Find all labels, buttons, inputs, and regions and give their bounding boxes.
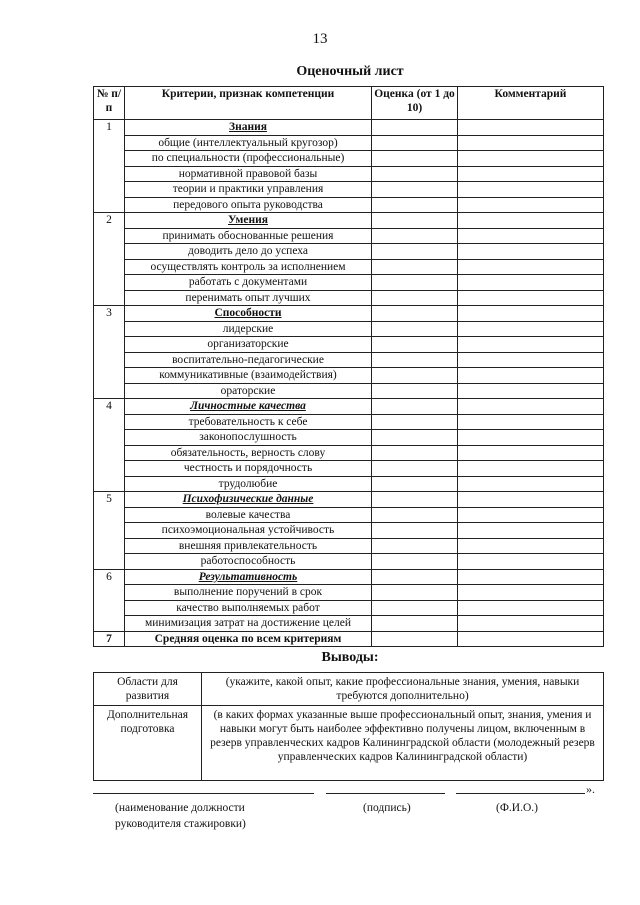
comment-cell[interactable] [458,585,604,601]
conclusions-table [93,672,604,781]
score-cell[interactable] [372,166,458,182]
criterion-label: общие (интеллектуальный кругозор) [125,135,372,151]
table-row [94,321,604,337]
criterion-label: теории и практики управления [125,182,372,198]
score-cell[interactable] [372,182,458,198]
table-row [94,352,604,368]
comment-cell[interactable] [458,135,604,151]
score-cell[interactable] [372,244,458,260]
comment-cell[interactable] [458,430,604,446]
page-number: 13 [312,31,328,47]
table-row [94,554,604,570]
comment-cell[interactable] [458,290,604,306]
criterion-label: честность и порядочность [125,461,372,477]
group-title: Личностные качества [125,399,372,415]
row-number: 7 [94,631,125,647]
score-cell[interactable] [372,306,458,322]
header-score: Оценка (от 1 до 10) [372,87,458,120]
conclusions-label: Дополнительная подготовка [94,706,202,781]
criterion-label: коммуникативные (взаимодействия) [125,368,372,384]
score-cell[interactable] [372,151,458,167]
table-row [94,337,604,353]
total-row [94,631,604,647]
comment-cell[interactable] [458,352,604,368]
comment-cell[interactable] [458,523,604,539]
criterion-label: принимать обоснованные решения [125,228,372,244]
score-cell[interactable] [372,600,458,616]
criterion-label: нормативной правовой базы [125,166,372,182]
comment-cell[interactable] [458,399,604,415]
group-title: Психофизические данные [125,492,372,508]
table-row [94,166,604,182]
score-cell[interactable] [372,523,458,539]
criterion-label: внешняя привлекательность [125,538,372,554]
row-number: 3 [94,306,125,399]
score-cell[interactable] [372,368,458,384]
comment-cell[interactable] [458,228,604,244]
comment-cell[interactable] [458,461,604,477]
comment-cell[interactable] [458,337,604,353]
header-criteria: Критерии, признак компетенции [125,87,372,120]
criterion-label: передового опыта руководства [125,197,372,213]
group-title: Знания [125,120,372,136]
position-signature-line [93,793,314,794]
row-number: 5 [94,492,125,570]
table-group-row [94,492,604,508]
table-group-row [94,399,604,415]
comment-cell[interactable] [458,166,604,182]
score-cell[interactable] [372,197,458,213]
table-group-row [94,306,604,322]
score-cell[interactable] [372,585,458,601]
criterion-label: ораторские [125,383,372,399]
score-cell[interactable] [372,430,458,446]
score-cell[interactable] [372,492,458,508]
comment-cell[interactable] [458,507,604,523]
comment-cell[interactable] [458,306,604,322]
score-cell[interactable] [372,631,458,647]
table-group-row [94,569,604,585]
table-row [94,135,604,151]
criterion-label: законопослушность [125,430,372,446]
table-row [94,523,604,539]
header-num: № п/п [94,87,125,120]
table-row [94,538,604,554]
table-group-row [94,120,604,136]
comment-cell[interactable] [458,554,604,570]
conclusions-row [94,673,604,706]
table-row [94,244,604,260]
comment-cell[interactable] [458,213,604,229]
criterion-label: доводить дело до успеха [125,244,372,260]
score-cell[interactable] [372,228,458,244]
table-header-row [94,87,604,120]
table-row [94,600,604,616]
comment-cell[interactable] [458,631,604,647]
score-cell[interactable] [372,290,458,306]
score-cell[interactable] [372,259,458,275]
criterion-label: волевые качества [125,507,372,523]
table-row [94,290,604,306]
table-row [94,383,604,399]
comment-cell[interactable] [458,445,604,461]
criterion-label: осуществлять контроль за исполнением [125,259,372,275]
comment-cell[interactable] [458,275,604,291]
criterion-label: работать с документами [125,275,372,291]
table-row [94,445,604,461]
sign-label: (подпись) [363,802,411,814]
table-row [94,414,604,430]
comment-cell[interactable] [458,120,604,136]
criterion-label: качество выполняемых работ [125,600,372,616]
position-label: (наименование должности руководителя стажировки) [115,802,246,830]
score-cell[interactable] [372,213,458,229]
score-cell[interactable] [372,476,458,492]
table-row [94,259,604,275]
name-signature-line [456,793,585,794]
criterion-label: по специальности (профессиональные) [125,151,372,167]
table-row [94,461,604,477]
score-cell[interactable] [372,538,458,554]
table-row [94,368,604,384]
criterion-label: воспитательно-педагогические [125,352,372,368]
score-cell[interactable] [372,507,458,523]
table-row [94,197,604,213]
score-cell[interactable] [372,414,458,430]
score-cell[interactable] [372,461,458,477]
group-title: Способности [125,306,372,322]
score-cell[interactable] [372,383,458,399]
table-row [94,228,604,244]
conclusions-text: (в каких формах указанные выше профессиональный опыт, знания, умения и навыки могут быть наиболее эффективно получены лицом, включенным в резерв управленческих кадров Калининградской области (молодежный резерв управленческих кадров Калининградской области) [202,706,604,781]
table-row [94,430,604,446]
comment-cell[interactable] [458,616,604,632]
score-cell[interactable] [372,352,458,368]
comment-cell[interactable] [458,321,604,337]
table-row [94,507,604,523]
criterion-label: лидерские [125,321,372,337]
score-cell[interactable] [372,321,458,337]
comment-cell[interactable] [458,538,604,554]
table-row [94,585,604,601]
criterion-label: перенимать опыт лучших [125,290,372,306]
conclusions-title: Выводы: [321,650,379,665]
table-group-row [94,213,604,229]
evaluation-table [93,86,604,647]
evaluation-table-body [94,120,604,647]
comment-cell[interactable] [458,259,604,275]
comment-cell[interactable] [458,383,604,399]
comment-cell[interactable] [458,414,604,430]
criterion-label: психоэмоциональная устойчивость [125,523,372,539]
header-comment: Комментарий [458,87,604,120]
row-number: 2 [94,213,125,306]
table-row [94,616,604,632]
page-title: Оценочный лист [296,64,404,79]
criterion-label: организаторские [125,337,372,353]
criterion-label: трудолюбие [125,476,372,492]
score-cell[interactable] [372,337,458,353]
group-title: Умения [125,213,372,229]
table-row [94,476,604,492]
criterion-label: работоспособность [125,554,372,570]
name-label: (Ф.И.О.) [496,802,538,814]
comment-cell[interactable] [458,368,604,384]
score-cell[interactable] [372,275,458,291]
conclusions-text: (укажите, какой опыт, какие профессиональные знания, умения, навыки требуются дополнительно) [202,673,604,706]
criterion-label: требовательность к себе [125,414,372,430]
score-cell[interactable] [372,120,458,136]
comment-cell[interactable] [458,569,604,585]
group-title: Результативность [125,569,372,585]
table-row [94,275,604,291]
comment-cell[interactable] [458,476,604,492]
signature-tail: ». [586,782,595,796]
score-cell[interactable] [372,445,458,461]
comment-cell[interactable] [458,197,604,213]
comment-cell[interactable] [458,492,604,508]
criterion-label: обязательность, верность слову [125,445,372,461]
score-cell[interactable] [372,616,458,632]
comment-cell[interactable] [458,182,604,198]
table-row [94,151,604,167]
comment-cell[interactable] [458,600,604,616]
table-row [94,182,604,198]
total-label: Средняя оценка по всем критериям [125,631,372,647]
row-number: 6 [94,569,125,631]
row-number: 1 [94,120,125,213]
score-cell[interactable] [372,569,458,585]
score-cell[interactable] [372,554,458,570]
comment-cell[interactable] [458,151,604,167]
conclusions-label: Области для развития [94,673,202,706]
sign-signature-line [326,793,445,794]
conclusions-row [94,706,604,781]
score-cell[interactable] [372,135,458,151]
criterion-label: минимизация затрат на достижение целей [125,616,372,632]
score-cell[interactable] [372,399,458,415]
comment-cell[interactable] [458,244,604,260]
criterion-label: выполнение поручений в срок [125,585,372,601]
row-number: 4 [94,399,125,492]
